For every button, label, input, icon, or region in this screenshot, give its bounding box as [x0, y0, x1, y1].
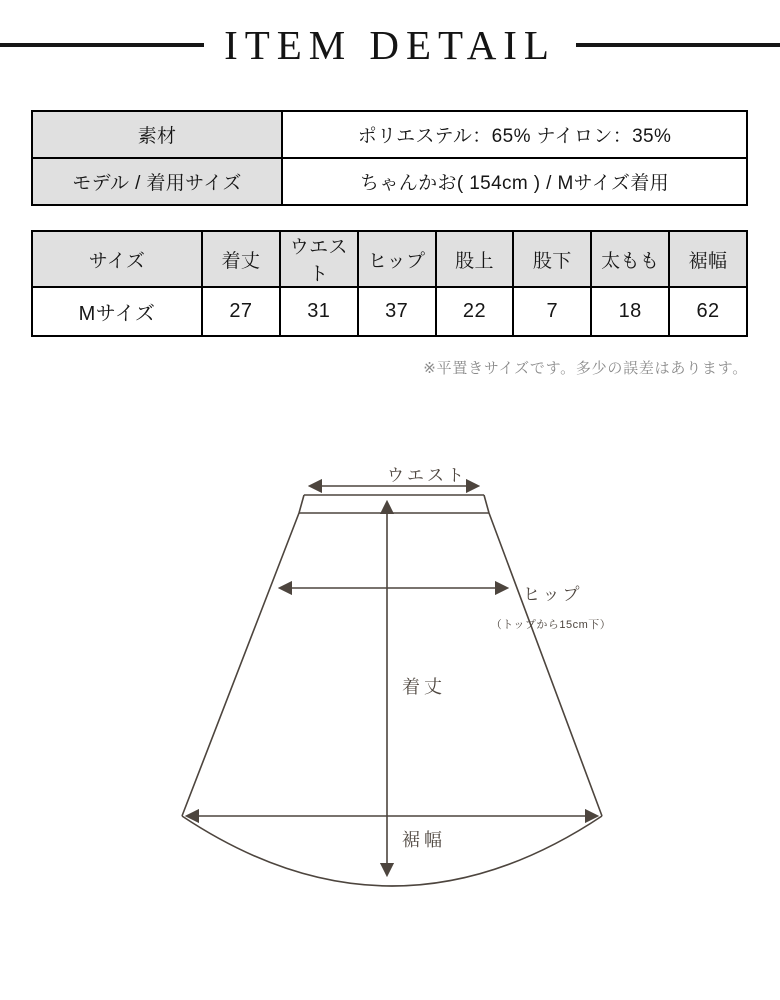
size-value-cell: 62	[669, 287, 747, 336]
size-table-header-cell: 股下	[513, 231, 591, 287]
length-label: 着丈	[402, 677, 446, 697]
size-table-header-cell: 着丈	[202, 231, 280, 287]
size-name-cell: Mサイズ	[32, 287, 202, 336]
skirt-outline	[182, 513, 602, 816]
size-value-cell: 7	[513, 287, 591, 336]
waist-label: ウエスト	[387, 466, 467, 485]
hip-sub-label: （トップから15cm下）	[490, 619, 612, 631]
decorative-rule-right	[576, 43, 780, 47]
size-table-header-cell: 股上	[436, 231, 514, 287]
size-table-header-cell: サイズ	[32, 231, 202, 287]
size-value-cell: 31	[280, 287, 358, 336]
hem-curve	[182, 816, 602, 886]
size-value-cell: 37	[358, 287, 436, 336]
size-table	[31, 230, 748, 337]
section-header	[0, 0, 780, 90]
table-row	[32, 111, 747, 158]
size-table-header-row	[32, 231, 747, 287]
size-table-header-cell: ヒップ	[358, 231, 436, 287]
size-value-cell: 22	[436, 287, 514, 336]
spec-row-value: ちゃんかお( 154cm ) / Mサイズ着用	[282, 158, 747, 205]
spec-row-label: モデル / 着用サイズ	[32, 158, 282, 205]
spec-row-value: ポリエステル：65% ナイロン：35%	[282, 111, 747, 158]
size-table-header-cell: 太もも	[591, 231, 669, 287]
hip-label: ヒップ	[523, 585, 583, 604]
size-value-cell: 18	[591, 287, 669, 336]
size-value-cell: 27	[202, 287, 280, 336]
page-title: ITEM DETAIL	[224, 22, 556, 68]
hem-label: 裾幅	[402, 830, 446, 850]
size-table-header-cell: ウエスト	[280, 231, 358, 287]
spec-table	[31, 110, 748, 206]
spec-row-label: 素材	[32, 111, 282, 158]
waistband-outline	[299, 495, 489, 513]
table-row	[32, 158, 747, 205]
decorative-rule-left	[0, 43, 204, 47]
size-table-value-row	[32, 287, 747, 336]
size-table-header-cell: 裾幅	[669, 231, 747, 287]
skirt-measurement-diagram	[0, 438, 780, 923]
flat-measure-note: ※平置きサイズです。多少の誤差はあります。	[423, 360, 748, 377]
